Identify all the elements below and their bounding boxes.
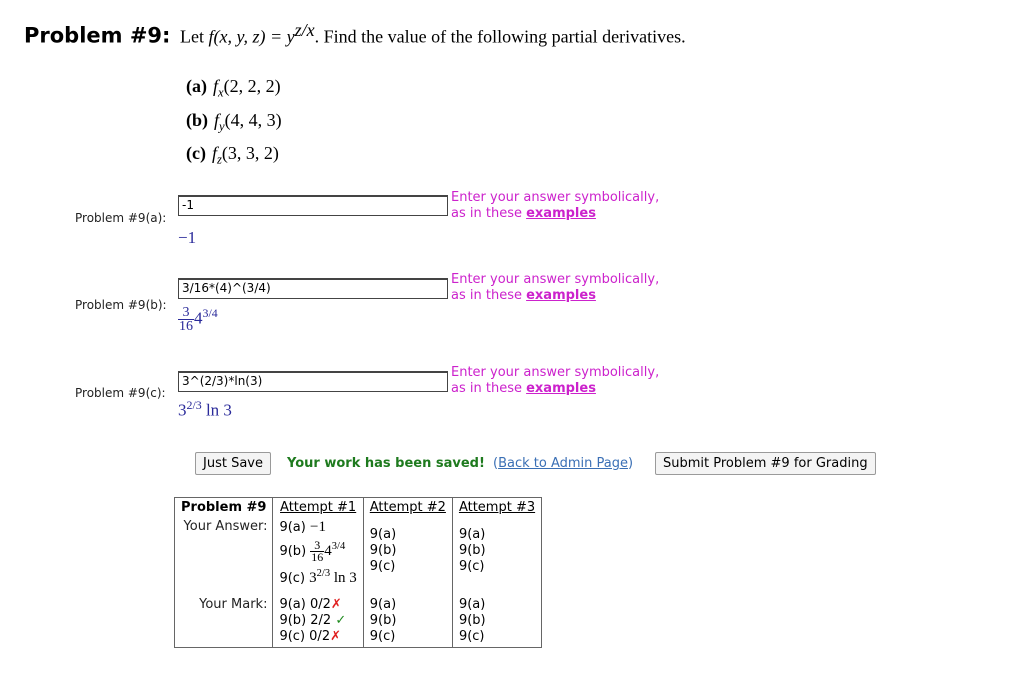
let-text: Let xyxy=(180,26,205,47)
submit-grading-button[interactable]: Submit Problem #9 for Grading xyxy=(655,452,876,475)
answer-input-c[interactable]: 3^(2/3)*ln(3) xyxy=(178,371,448,392)
answer-input-b[interactable]: 3/16*(4)^(3/4) xyxy=(178,278,448,299)
part-b: (b) $f_y(4$, 4, 3) xyxy=(186,110,282,134)
preview-b: $\frac{3}{16}$ $4^{3/4}$ xyxy=(179,305,218,335)
attempts-table xyxy=(174,497,542,648)
wrong-icon: ✗ xyxy=(330,629,341,645)
preview-a: −1 xyxy=(178,228,197,247)
attempt-3-answers: 9(a) 9(b) 9(c) xyxy=(452,517,541,589)
your-mark-label: Your Mark: xyxy=(199,597,268,613)
part-a: (a) $f_x(2$, 2, 2) xyxy=(186,76,281,100)
preview-c: $3^{2/3}$ ln 3 xyxy=(178,398,232,420)
check-icon: ✓ xyxy=(335,613,347,629)
problem-statement xyxy=(24,20,686,47)
just-save-button[interactable]: Just Save xyxy=(195,452,271,475)
hint-a: Enter your answer symbolically, as in these examples xyxy=(451,190,660,221)
attempt-1-marks: 9(a) 0/2✗ 9(b) 2/2 ✓ 9(c) 0/2✗ xyxy=(273,589,363,648)
attempt-3-link[interactable]: Attempt #3 xyxy=(458,500,536,515)
attempt-3-marks: 9(a) 9(b) 9(c) xyxy=(452,589,541,648)
answer-label-c: Problem #9(c): xyxy=(75,386,166,400)
hint-b: Enter your answer symbolically, as in these examples xyxy=(451,272,660,303)
problem-instruction: . Find the value of the following partial derivatives. xyxy=(314,26,686,47)
saved-message: Your work has been saved! xyxy=(287,456,485,471)
answer-input-a[interactable]: -1 xyxy=(178,195,448,216)
function-exponent: z/x xyxy=(294,20,315,40)
your-answer-label: Your Answer: xyxy=(183,519,268,534)
attempt-2-answers: 9(a) 9(b) 9(c) xyxy=(363,517,452,589)
table-corner: Problem #9 xyxy=(181,500,267,515)
examples-link-a[interactable]: examples xyxy=(526,206,596,221)
attempt-1-link[interactable]: Attempt #1 xyxy=(280,500,357,515)
examples-link-b[interactable]: examples xyxy=(526,288,596,303)
attempt-2-link[interactable]: Attempt #2 xyxy=(369,500,446,515)
answer-label-b: Problem #9(b): xyxy=(75,298,167,312)
attempt-1-answers: 9(a) −1 9(b) $\frac{3}{16}$ $4^{3/4}$ 9(c) $3^{2/3}$ ln 3 xyxy=(273,517,363,589)
hint-c: Enter your answer symbolically, as in these examples xyxy=(451,365,660,396)
examples-link-c[interactable]: examples xyxy=(526,381,596,396)
attempt-2-marks: 9(a) 9(b) 9(c) xyxy=(363,589,452,648)
answer-label-a: Problem #9(a): xyxy=(75,211,167,225)
part-c: (c) $f_z(3$, 3, 2) xyxy=(186,143,279,167)
wrong-icon: ✗ xyxy=(330,597,342,613)
function-definition: f(x, y, z) = y xyxy=(208,26,295,47)
back-to-admin-link[interactable]: (Back to Admin Page) xyxy=(493,456,634,471)
problem-title: Problem #9: xyxy=(24,23,171,48)
